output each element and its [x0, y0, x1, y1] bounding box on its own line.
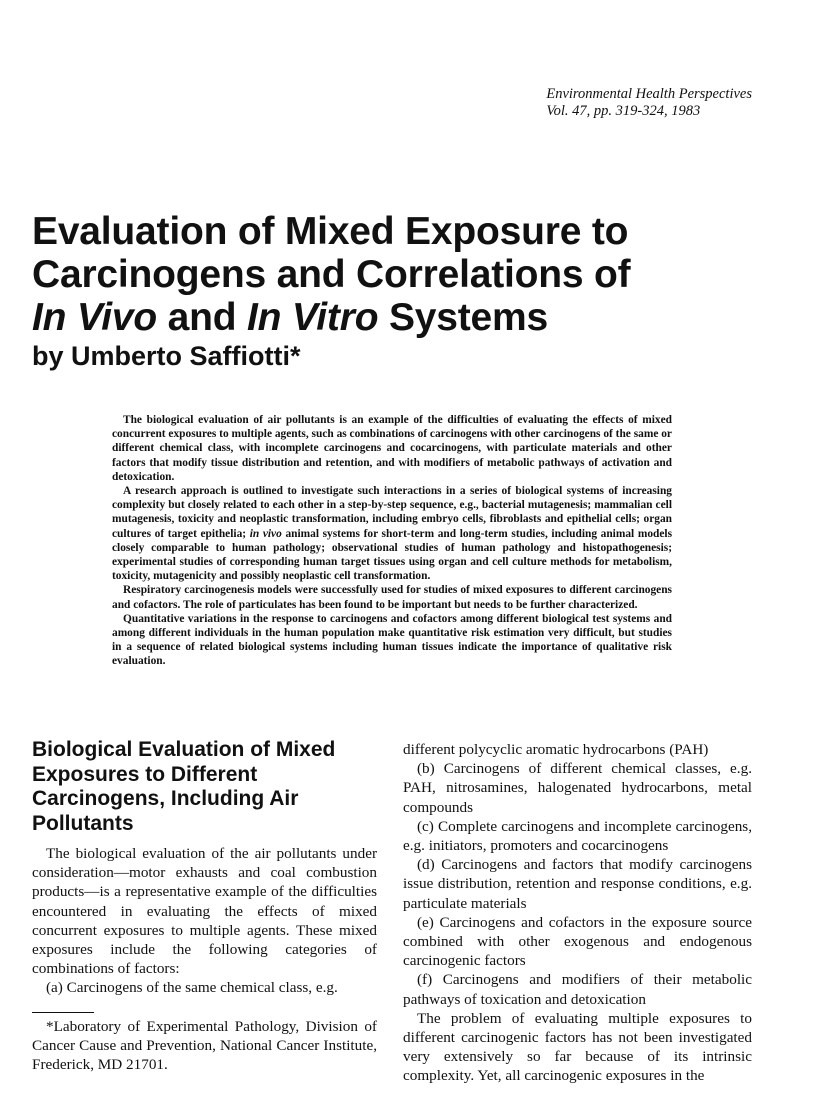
section-heading: Biological Evaluation of Mixed Exposures to Different Carcinogens, Including Air Pollutants [32, 738, 336, 835]
right-item-b: (b) Carcinogens of different chemical classes, e.g. PAH, nitrosamines, halogenated hydrocarbons, metal compounds [403, 760, 752, 816]
journal-name: Environmental Health Perspectives [546, 86, 752, 102]
abstract-paragraph-2 [112, 484, 672, 583]
title-line-3 [32, 296, 772, 339]
abstract-paragraph-1: The biological evaluation of air pollutants is an example of the difficulties of evaluating the effects of mixed concurrent exposures to multiple agents, such as combinations of carcinogens with other carcinogens of the same or different chemical class, with incomplete carcinogens and cocarcinogens, with particulate materials and other factors that modify tissue distribution and retention, and with modifiers of metabolic pathways of activation and detoxication. [112, 414, 672, 483]
abstract-paragraph-4: Quantitative variations in the response to carcinogens and cofactors among different biological test systems and among different individuals in the human population make quantitative risk estimation very difficult, but studies in a sequence of related biological systems including human tissues indicate the importance of qualitative risk evaluation. [112, 612, 672, 668]
author-byline: by Umberto Saffiotti* [32, 341, 301, 371]
title-line-2: Carcinogens and Correlations of [32, 253, 631, 296]
right-column [403, 740, 752, 1086]
journal-header [546, 86, 752, 120]
right-item-e: (e) Carcinogens and cofactors in the exposure source combined with other exogenous and endogenous carcinogenic factors [403, 913, 752, 970]
article-title [32, 210, 772, 339]
title-in-vitro: In Vitro [247, 296, 379, 339]
footnote: *Laboratory of Experimental Pathology, Division of Cancer Cause and Prevention, National Cancer Institute, Frederick, MD 21701. [32, 1017, 377, 1074]
journal-citation: Vol. 47, pp. 319-324, 1983 [546, 103, 701, 119]
right-item-f: (f) Carcinogens and modifiers of their metabolic pathways of toxication and detoxication [403, 971, 752, 1008]
abstract-p2-part-b: animal systems for short-term and long-term studies, including animal models closely comparable to human pathology; observational studies of human pathology and histopathogenesis; experimental studies of corresponding human target tissues using organ and cell culture methods for metabolism, toxicity, mutagenicity and possibly neoplastic cell transformation. [112, 527, 673, 583]
title-line-1: Evaluation of Mixed Exposure to [32, 210, 629, 253]
abstract [112, 413, 672, 669]
abstract-paragraph-3: Respiratory carcinogenesis models were successfully used for studies of mixed exposures to different carcinogens and cofactors. The role of particulates has been found to be important but needs to be further characterized. [112, 584, 672, 611]
abstract-p2-part-a: A research approach is outlined to investigate such interactions in a series of biological systems of increasing complexity but closely related to each other in a step-by-step sequence, e.g., bacterial mutagenesis; mammalian cell mutagenesis, toxicity and neoplastic transformation, including embryo cells, fibroblasts and epithelial cells; organ cultures of target epithelia; [112, 485, 672, 540]
title-and: and [157, 296, 248, 339]
abstract-p2-italic: in vivo [249, 527, 282, 540]
right-paragraph-continued: different polycyclic aromatic hydrocarbons (PAH) [403, 741, 709, 758]
right-item-c: (c) Complete carcinogens and incomplete carcinogens, e.g. initiators, promoters and cocarcinogens [403, 817, 752, 855]
right-item-d: (d) Carcinogens and factors that modify carcinogens issue distribution, retention and response conditions, e.g. particulate materials [403, 856, 752, 912]
title-in-vivo: In Vivo [32, 296, 158, 339]
left-column [32, 738, 377, 1074]
left-paragraph-2: (a) Carcinogens of the same chemical class, e.g. [46, 979, 338, 997]
title-systems: Systems [378, 296, 549, 339]
left-paragraph-1: The biological evaluation of the air pollutants under consideration—motor exhausts and coal combustion products—is a representative example of the difficulties encountered in evaluating the effects of mixed concurrent exposures to multiple agents. These mixed exposures include the following categories of combinations of factors: [32, 845, 377, 978]
footnote-divider [32, 1012, 94, 1013]
right-paragraph-last: The problem of evaluating multiple exposures to different carcinogenic factors has not been investigated very extensively so far because of its intrinsic complexity. Yet, all carcinogenic exposures in the [403, 1009, 752, 1085]
